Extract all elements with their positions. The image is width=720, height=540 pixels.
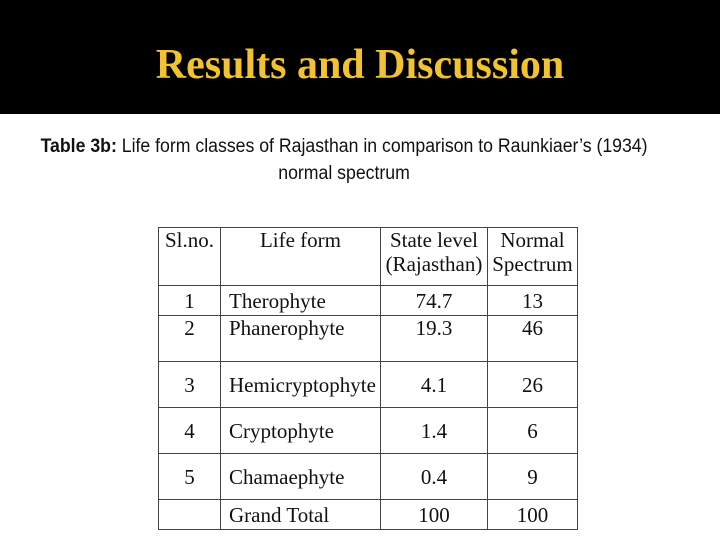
table-row bbox=[159, 454, 578, 500]
cell-life-form: Cryptophyte bbox=[221, 408, 381, 454]
cell-life-form: Hemicryptophyte bbox=[221, 362, 381, 408]
cell-sl-no: 2 bbox=[159, 316, 221, 362]
table-caption-label: Table 3b: bbox=[40, 136, 117, 157]
header-sl-no: Sl.no. bbox=[159, 228, 221, 286]
cell-life-form: Chamaephyte bbox=[221, 454, 381, 500]
cell-sl-no: 1 bbox=[159, 286, 221, 316]
cell-state-level: 100 bbox=[380, 500, 487, 530]
cell-state-level: 4.1 bbox=[380, 362, 487, 408]
cell-state-level: 19.3 bbox=[380, 316, 487, 362]
cell-normal-spectrum: 26 bbox=[487, 362, 577, 408]
cell-sl-no: 3 bbox=[159, 362, 221, 408]
header-life-form: Life form bbox=[221, 228, 381, 286]
header-normal-spectrum: Normal Spectrum bbox=[487, 228, 577, 286]
cell-state-level: 0.4 bbox=[380, 454, 487, 500]
table-row bbox=[159, 408, 578, 454]
cell-sl-no: 5 bbox=[159, 454, 221, 500]
cell-life-form: Phanerophyte bbox=[221, 316, 381, 362]
table-row bbox=[159, 316, 578, 362]
cell-sl-no bbox=[159, 500, 221, 530]
header-state-level: State level (Rajasthan) bbox=[380, 228, 487, 286]
cell-sl-no: 4 bbox=[159, 408, 221, 454]
cell-life-form: Therophyte bbox=[221, 286, 381, 316]
cell-state-level: 1.4 bbox=[380, 408, 487, 454]
cell-normal-spectrum: 9 bbox=[487, 454, 577, 500]
cell-normal-spectrum: 6 bbox=[487, 408, 577, 454]
cell-life-form: Grand Total bbox=[221, 500, 381, 530]
title-bar bbox=[0, 0, 720, 114]
life-form-table bbox=[158, 227, 578, 530]
table-row bbox=[159, 286, 578, 316]
cell-normal-spectrum: 100 bbox=[487, 500, 577, 530]
cell-state-level: 74.7 bbox=[380, 286, 487, 316]
table-row bbox=[159, 362, 578, 408]
table-caption bbox=[26, 133, 662, 187]
slide-title: Results and Discussion bbox=[155, 42, 565, 88]
cell-normal-spectrum: 13 bbox=[487, 286, 577, 316]
table-header-row bbox=[159, 228, 578, 286]
table-caption-text: Life form classes of Rajasthan in comparison to Raunkiaer’s (1934) normal spectrum bbox=[116, 136, 648, 184]
table-row-total bbox=[159, 500, 578, 530]
cell-normal-spectrum: 46 bbox=[487, 316, 577, 362]
